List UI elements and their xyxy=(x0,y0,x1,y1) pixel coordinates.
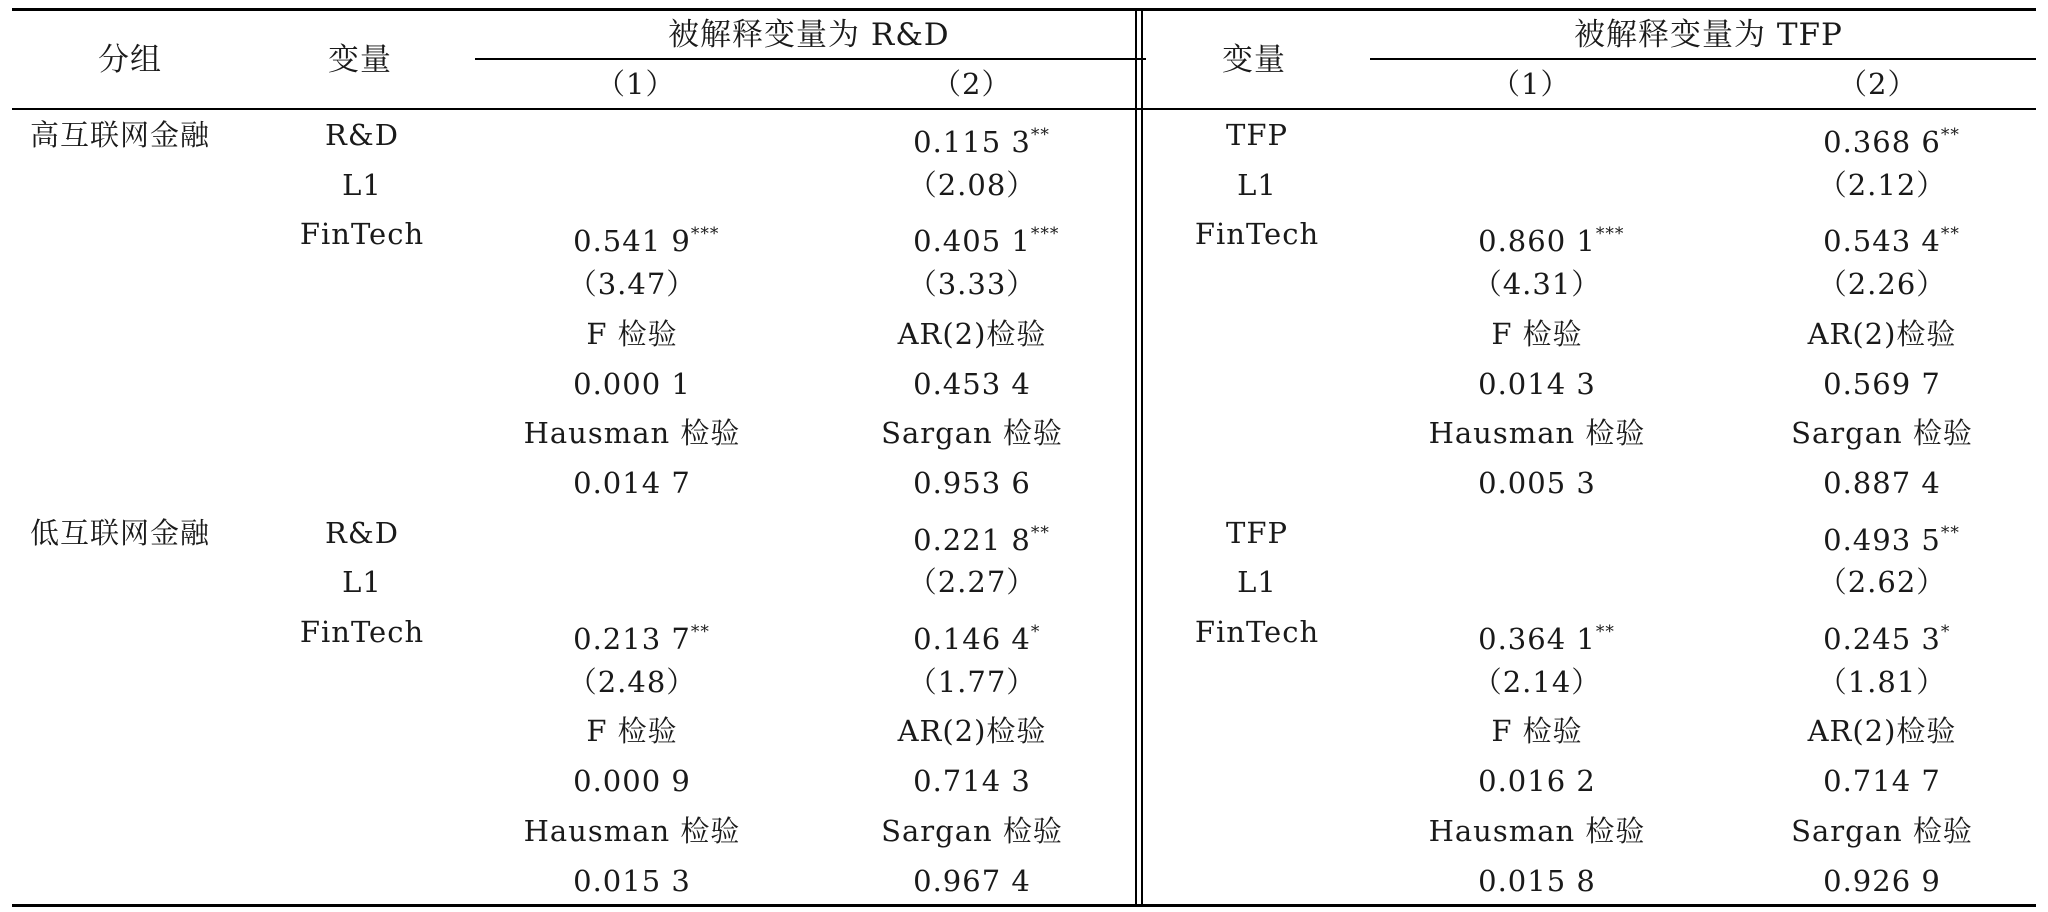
cell-l2 xyxy=(898,309,1047,359)
cell-text: （2.27） xyxy=(907,565,1037,600)
cell-text: 0.926 9 xyxy=(1823,863,1941,898)
cell-text: AR(2)检验 xyxy=(897,714,1047,749)
cell-r1 xyxy=(1478,458,1596,508)
cell-text: 0.541 9 xyxy=(573,224,691,259)
significance-marker: ** xyxy=(1940,125,1960,145)
cell-var-l xyxy=(325,110,399,160)
cell-text: FinTech xyxy=(1194,615,1320,649)
cell-r2 xyxy=(1808,309,1957,359)
cell-text: F 检验 xyxy=(1491,714,1583,749)
significance-marker: * xyxy=(1030,622,1041,642)
cell-l2 xyxy=(908,160,1037,210)
cell-text: （2.12） xyxy=(1817,167,1947,202)
significance-marker: *** xyxy=(1030,224,1060,245)
cell-l2 xyxy=(913,458,1031,508)
cell-text: L1 xyxy=(342,565,382,600)
cell-text: 0.213 7 xyxy=(573,622,691,656)
cell-r1 xyxy=(1491,309,1582,359)
cell-text: （4.31） xyxy=(1472,267,1602,302)
cell-r1 xyxy=(1478,359,1596,409)
cell-r2 xyxy=(1823,458,1941,508)
cell-text: 高互联网金融 xyxy=(30,118,211,152)
cell-text: F 检验 xyxy=(1491,316,1583,351)
cell-text: FinTech xyxy=(1194,217,1320,252)
cell-l2 xyxy=(913,209,1059,259)
cell-r1 xyxy=(1429,408,1646,458)
cell-r2 xyxy=(1791,806,1973,856)
cell-var-l xyxy=(342,160,382,210)
cell-r2 xyxy=(1823,607,1950,657)
cell-var-r xyxy=(1195,209,1319,259)
regression-table xyxy=(12,8,2036,908)
cell-var-r xyxy=(1226,110,1288,160)
cell-text: 低互联网金融 xyxy=(30,515,211,550)
cell-r2 xyxy=(1823,508,1960,558)
cell-text: Sargan 检验 xyxy=(1791,813,1973,848)
cell-l1 xyxy=(586,309,677,359)
cell-text: Sargan 检验 xyxy=(1791,416,1973,451)
cell-r2 xyxy=(1818,160,1947,210)
header-variable-right: 变量 xyxy=(1222,42,1286,78)
header-variable-left: 变量 xyxy=(328,42,392,78)
cell-l2 xyxy=(908,657,1037,707)
cell-r2 xyxy=(1823,756,1941,806)
cell-text: 0.000 9 xyxy=(573,764,691,799)
cell-group xyxy=(30,110,210,160)
cell-l2 xyxy=(881,806,1063,856)
divider-line-a xyxy=(1135,8,1137,907)
cell-text: FinTech xyxy=(299,615,425,649)
cell-r1 xyxy=(1429,806,1646,856)
cell-l2 xyxy=(913,607,1040,657)
cell-text: 0.245 3 xyxy=(1823,622,1941,656)
header-col1-left: （1） xyxy=(596,67,676,101)
cell-r1 xyxy=(1478,756,1596,806)
cell-l1 xyxy=(573,209,719,259)
cell-l1 xyxy=(573,607,710,657)
cell-text: TFP xyxy=(1226,515,1288,550)
cell-l2 xyxy=(913,110,1050,160)
cell-text: 0.953 6 xyxy=(913,465,1031,500)
significance-marker: *** xyxy=(690,224,720,245)
cell-text: R&D xyxy=(325,515,399,550)
cell-text: 0.364 1 xyxy=(1478,622,1596,656)
cell-l2 xyxy=(908,259,1037,309)
cell-var-r xyxy=(1237,160,1277,210)
cell-l1 xyxy=(573,458,691,508)
cell-var-r xyxy=(1195,607,1319,657)
significance-marker: *** xyxy=(1595,224,1625,245)
significance-marker: ** xyxy=(1030,125,1050,145)
cell-text: 0.887 4 xyxy=(1823,465,1941,500)
cell-text: 0.569 7 xyxy=(1823,366,1941,401)
header-dep-right: 被解释变量为 TFP xyxy=(1574,17,1843,53)
cell-l1 xyxy=(524,806,741,856)
cell-r2 xyxy=(1818,259,1947,309)
cell-text: （1.81） xyxy=(1817,664,1947,699)
cell-var-l xyxy=(342,557,382,607)
cell-text: 0.000 1 xyxy=(573,366,691,401)
cell-text: 0.015 8 xyxy=(1478,863,1596,898)
significance-marker: ** xyxy=(1940,224,1960,245)
cell-text: F 检验 xyxy=(586,316,678,351)
significance-marker: ** xyxy=(1030,522,1050,543)
cell-text: （3.47） xyxy=(567,267,697,302)
cell-r1 xyxy=(1473,259,1602,309)
header-col2-left: （2） xyxy=(932,67,1012,101)
divider-line-b xyxy=(1141,8,1143,907)
cell-text: 0.493 5 xyxy=(1823,522,1941,557)
cell-l1 xyxy=(573,359,691,409)
cell-text: 0.714 3 xyxy=(913,764,1031,799)
cell-l1 xyxy=(573,856,691,906)
cell-group xyxy=(30,508,210,558)
cell-text: 0.015 3 xyxy=(573,863,691,898)
cell-l2 xyxy=(913,359,1031,409)
cell-r1 xyxy=(1491,706,1582,756)
cell-text: （3.33） xyxy=(907,267,1037,302)
cell-text: 0.016 2 xyxy=(1478,764,1596,799)
cell-l1 xyxy=(586,706,677,756)
cell-text: 0.860 1 xyxy=(1478,224,1596,259)
cell-text: AR(2)检验 xyxy=(897,316,1047,351)
cell-text: R&D xyxy=(325,118,399,152)
cell-var-r xyxy=(1237,557,1277,607)
header-col1-right: （1） xyxy=(1491,67,1571,101)
header-dep-left: 被解释变量为 R&D xyxy=(668,17,950,53)
cell-l1 xyxy=(573,756,691,806)
cell-text: 0.405 1 xyxy=(913,224,1031,259)
cell-text: Hausman 检验 xyxy=(523,813,741,848)
cell-text: （2.08） xyxy=(907,167,1037,202)
cell-text: L1 xyxy=(342,167,382,202)
cell-text: FinTech xyxy=(299,217,425,252)
cell-text: F 检验 xyxy=(586,714,678,749)
cell-text: 0.714 7 xyxy=(1823,764,1941,799)
cell-text: TFP xyxy=(1226,118,1288,152)
cell-text: （1.77） xyxy=(907,664,1037,699)
cell-text: （2.62） xyxy=(1817,565,1947,600)
cell-text: 0.115 3 xyxy=(913,125,1031,159)
cell-var-l xyxy=(300,209,424,259)
cell-l1 xyxy=(524,408,741,458)
cell-l2 xyxy=(898,706,1047,756)
cell-r1 xyxy=(1473,657,1602,707)
cell-text: 0.967 4 xyxy=(913,863,1031,898)
cell-text: 0.368 6 xyxy=(1823,125,1941,159)
cell-text: （2.14） xyxy=(1472,664,1602,699)
cell-text: 0.453 4 xyxy=(913,366,1031,401)
significance-marker: ** xyxy=(1940,522,1960,543)
cell-r1 xyxy=(1478,856,1596,906)
header-col2-right: （2） xyxy=(1838,67,1918,101)
cell-r2 xyxy=(1818,557,1947,607)
cell-text: Sargan 检验 xyxy=(881,813,1063,848)
cell-r2 xyxy=(1823,359,1941,409)
cell-l2 xyxy=(913,856,1031,906)
cell-l2 xyxy=(913,508,1050,558)
cell-text: L1 xyxy=(1237,167,1277,202)
cell-text: L1 xyxy=(1237,565,1277,600)
cell-text: （2.48） xyxy=(567,664,697,699)
cell-var-l xyxy=(325,508,399,558)
cell-text: 0.543 4 xyxy=(1823,224,1941,259)
cell-text: 0.014 3 xyxy=(1478,366,1596,401)
cell-text: Hausman 检验 xyxy=(523,416,741,451)
significance-marker: ** xyxy=(1595,622,1615,642)
cell-var-l xyxy=(300,607,424,657)
cell-text: Hausman 检验 xyxy=(1428,813,1646,848)
cell-text: AR(2)检验 xyxy=(1807,316,1957,351)
cell-r2 xyxy=(1808,706,1957,756)
cell-text: 0.014 7 xyxy=(573,465,691,500)
cell-text: （2.26） xyxy=(1817,267,1947,302)
cell-r2 xyxy=(1823,856,1941,906)
cell-r2 xyxy=(1791,408,1973,458)
cell-l1 xyxy=(568,259,697,309)
cell-text: Sargan 检验 xyxy=(881,416,1063,451)
cell-r2 xyxy=(1823,110,1960,160)
cell-l1 xyxy=(568,657,697,707)
significance-marker: * xyxy=(1940,622,1951,642)
cell-r1 xyxy=(1478,607,1615,657)
cell-text: Hausman 检验 xyxy=(1428,416,1646,451)
cell-r1 xyxy=(1478,209,1624,259)
cell-l2 xyxy=(881,408,1063,458)
significance-marker: ** xyxy=(690,622,710,642)
cell-l2 xyxy=(908,557,1037,607)
cell-text: 0.005 3 xyxy=(1478,465,1596,500)
cell-r2 xyxy=(1818,657,1947,707)
cell-l2 xyxy=(913,756,1031,806)
header-group: 分组 xyxy=(98,42,162,78)
cell-r2 xyxy=(1823,209,1960,259)
cell-text: AR(2)检验 xyxy=(1807,714,1957,749)
cell-var-r xyxy=(1226,508,1288,558)
cell-text: 0.221 8 xyxy=(913,522,1031,557)
cell-text: 0.146 4 xyxy=(913,622,1031,656)
